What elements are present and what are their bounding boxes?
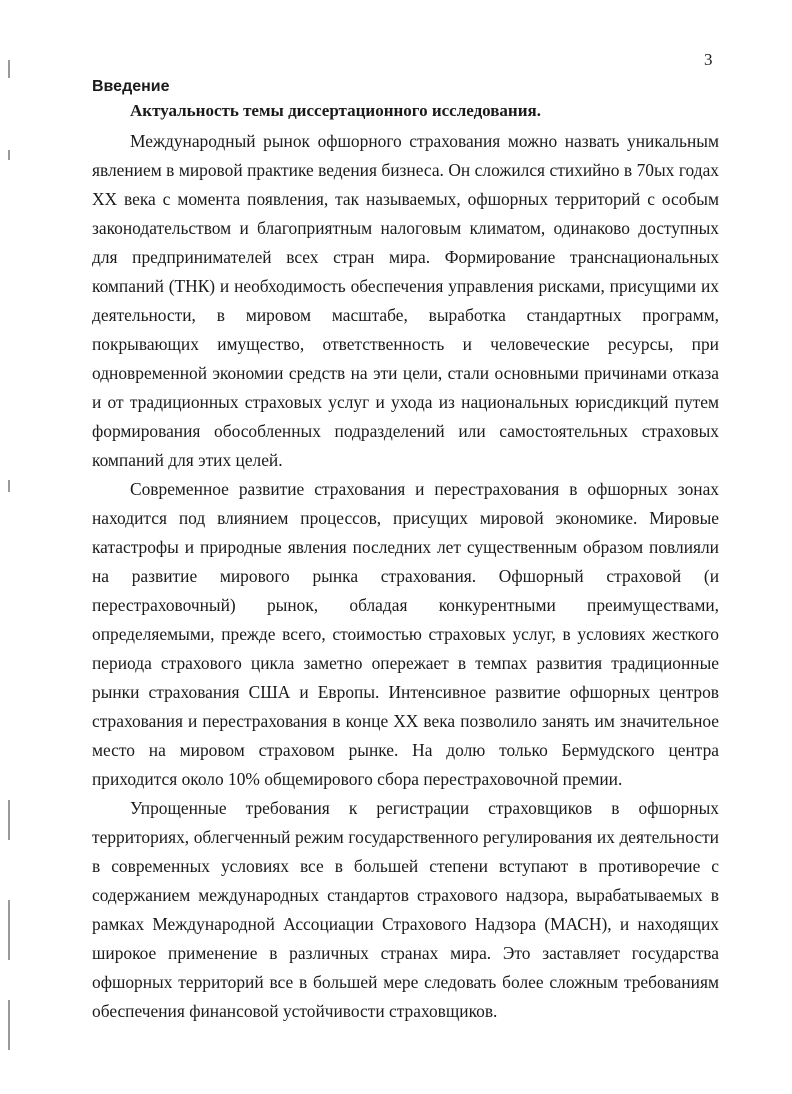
- paragraph: Международный рынок офшорного страхования можно назвать уникальным явлением в мировой практике ведения бизнеса. Он сложился стихийно в 70ых годах XX века с момента появления, так называемых, офшорных территорий с особым законодательством и благоприятным налоговым климатом, одинаково доступных для предпринимателей всех стран мира. Формирование транснациональных компаний (ТНК) и необходимость обеспечения управления рисками, присущими их деятельности, в мировом масштабе, выработка стандартных программ, покрывающих имущество, ответственность и человеческие ресурсы, при одновременной экономии средств на эти цели, стали основными причинами отказа и от традиционных страховых услуг и ухода из национальных юрисдикций путем формирования обособленных подразделений или самостоятельных страховых компаний для этих целей.: [92, 131, 719, 470]
- document-body: [92, 127, 719, 1026]
- page-number: 3: [704, 50, 713, 69]
- paragraph: Упрощенные требования к регистрации страховщиков в офшорных территориях, облегченный режим государственного регулирования их деятельности в современных условиях все в большей степени вступают в противоречие с содержанием международных стандартов страхового надзора, вырабатываемых в рамках Международной Ассоциации Страхового Надзора (МАСН), и находящих широкое применение в различных странах мира. Это заставляет государства офшорных территорий все в большей мере следовать более сложным требованиям обеспечения финансовой устойчивости страховщиков.: [92, 798, 719, 1021]
- scan-artifact: [8, 480, 10, 492]
- paragraph: Современное развитие страхования и перестрахования в офшорных зонах находится под влиянием процессов, присущих мировой экономике. Мировые катастрофы и природные явления последних лет существенным образом повлияли на развитие мирового рынка страхования. Офшорный страховой (и перестраховочный) рынок, обладая конкурентными преимуществами, определяемыми, прежде всего, стоимостью страховых услуг, в условиях жесткого периода страхового цикла заметно опережает в темпах развития традиционные рынки страхования США и Европы. Интенсивное развитие офшорных центров страхования и перестрахования в конце XX века позволило занять им значительное место на мировом страховом рынке. На долю только Бермудского центра приходится около 10% общемирового сбора перестраховочной премии.: [92, 479, 719, 789]
- section-heading: Введение: [92, 78, 170, 95]
- scan-artifact: [8, 900, 10, 960]
- scan-artifact: [8, 150, 10, 160]
- scan-artifact: [8, 800, 10, 840]
- scan-artifact: [8, 60, 10, 78]
- scan-artifact: [8, 1000, 10, 1050]
- section-subheading: Актуальность темы диссертационного исследования.: [130, 101, 541, 120]
